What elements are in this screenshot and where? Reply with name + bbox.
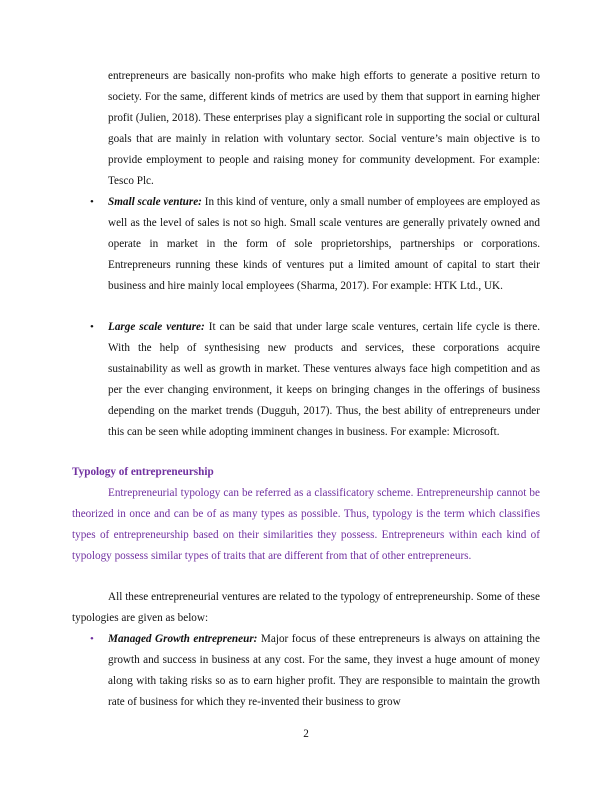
bullet-icon: • bbox=[90, 321, 94, 333]
bullet-lead: Small scale venture: bbox=[108, 196, 202, 208]
bullet-text: In this kind of venture, only a small number of employees are employed as well as the level of sales is not so high. Small scale ventures are generally privately owned and operate in market in the form of sole proprietorships, partnerships or corporations. Entrepreneurs running these kinds of ventures put a limited amount of capital to start their business and hire mainly local employees (Sharma, 2017). For example: HTK Ltd., UK. bbox=[108, 196, 541, 292]
section-heading: Typology of entrepreneurship bbox=[72, 466, 214, 478]
bullet-text: Major focus of these entrepreneurs is always on attaining the growth and success in business at any cost. For the same, they invest a huge amount of money along with taking risks so as to earn higher profit. They are responsible to maintain the growth rate of business for which they re-invented their business to grow bbox=[108, 633, 540, 708]
page-number: 2 bbox=[303, 728, 309, 740]
intro-paragraph: entrepreneurs are basically non-profits who make high efforts to generate a positive return to society. For the same, different kinds of metrics are used by them that support in earning higher profit (Julien, 2018). These enterprises play a significant role in supporting the social or cultural goals that are mainly in relation with voluntary sector. Social venture’s main objective is to provide employment to people and raising money for community development. For example: Tesco Plc. bbox=[108, 70, 540, 187]
bullet-text: It can be said that under large scale ventures, certain life cycle is there. With the help of synthesising new products and services, these corporations acquire sustainability as well as growth in market. These ventures always face high competition and as per the ever changing environment, it keeps on bringing changes in the offerings of business depending on the market trends (Dugguh, 2017). Thus, the best ability of entrepreneurs under this can be seen while adopting imminent changes in business. For example: Microsoft. bbox=[108, 321, 540, 438]
bullet-icon: • bbox=[90, 196, 94, 208]
bullet-large-scale-venture bbox=[90, 317, 540, 442]
bullet-lead: Managed Growth entrepreneur: bbox=[108, 633, 258, 645]
bullet-lead: Large scale venture: bbox=[108, 321, 205, 333]
bullet-icon: • bbox=[90, 633, 94, 645]
bullet-managed-growth-entrepreneur bbox=[90, 629, 540, 713]
typology-definition-paragraph: Entrepreneurial typology can be referred as a classificatory scheme. Entrepreneurship cannot be theorized in once and can be of as many types as possible. Thus, typology is the term which classifies types of entrepreneurship based on their similarities they possess. Entrepreneurs within each kind of typology possess similar types of traits that are different from that of other entrepreneurs. bbox=[72, 487, 540, 562]
typology-intro-paragraph: All these entrepreneurial ventures are related to the typology of entrepreneurship. Some of these typologies are given as below: bbox=[72, 591, 540, 624]
bullet-small-scale-venture bbox=[90, 192, 541, 297]
